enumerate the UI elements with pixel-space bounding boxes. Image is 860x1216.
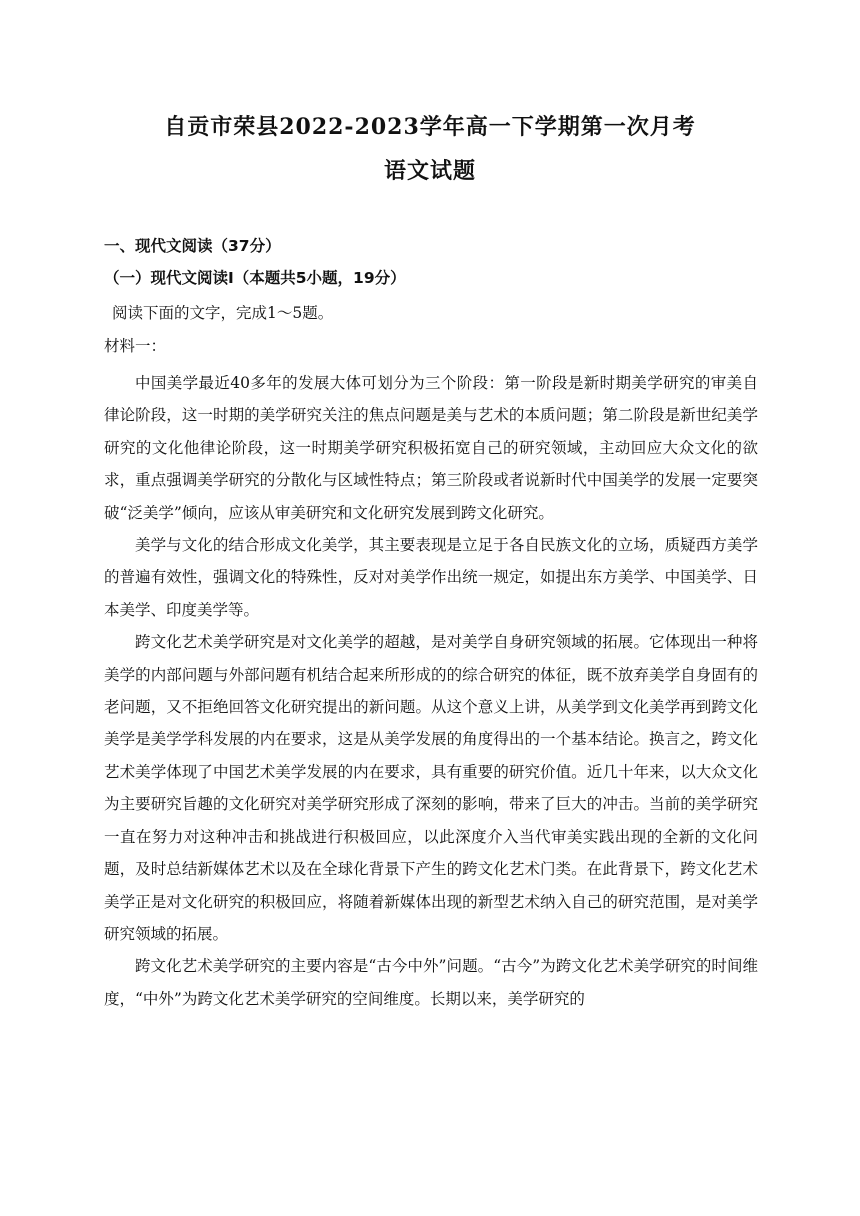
paragraph: 跨文化艺术美学研究是对文化美学的超越，是对美学自身研究领域的拓展。它体现出一种将美学的内部问题与外部问题有机结合起来所形成的的综合研究的体征，既不放弃美学自身固有的老问题，又不拒绝回答文化研究提出的新问题。从这个意义上讲，从美学到文化美学再到跨文化美学是美学学科发展的内在要求，这是从美学发展的角度得出的一个基本结论。换言之，跨文化艺术美学体现了中国艺术美学发展的内在要求，具有重要的研究价值。近几十年来，以大众文化为主要研究旨趣的文化研究对美学研究形成了深刻的影响，带来了巨大的冲击。当前的美学研究一直在努力对这种冲击和挑战进行积极回应，以此深度介入当代审美实践出现的全新的文化问题，及时总结新媒体艺术以及在全球化背景下产生的跨文化艺术门类。在此背景下，跨文化艺术美学正是对文化研究的积极回应，将随着新媒体出现的新型艺术纳入自己的研究范围，是对美学研究领域的拓展。 [104, 633, 758, 943]
reading-instruction: 阅读下面的文字，完成1～5题。 [112, 304, 334, 322]
material-label: 材料一： [104, 337, 167, 355]
paragraph: 美学与文化的结合形成文化美学，其主要表现是立足于各自民族文化的立场，质疑西方美学的普遍有效性，强调文化的特殊性，反对对美学作出统一规定，如提出东方美学、中国美学、日本美学、印度美学等。 [104, 536, 758, 619]
passage-body [104, 367, 758, 1015]
subsection-heading: （一）现代文阅读Ⅰ（本题共5小题，19分） [104, 269, 406, 287]
paragraph: 中国美学最近40多年的发展大体可划分为三个阶段：第一阶段是新时期美学研究的审美自律论阶段，这一时期的美学研究关注的焦点问题是美与艺术的本质问题；第二阶段是新世纪美学研究的文化他律论阶段，这一时期美学研究积极拓宽自己的研究领域，主动回应大众文化的欲求，重点强调美学研究的分散化与区域性特点；第三阶段或者说新时代中国美学的发展一定要突破“泛美学”倾向，应该从审美研究和文化研究发展到跨文化研究。 [104, 374, 758, 522]
section-heading: 一、现代文阅读（37分） [104, 237, 281, 255]
exam-title: 自贡市荣县2022-2023学年高一下学期第一次月考 [164, 114, 696, 140]
paragraph: 跨文化艺术美学研究的主要内容是“古今中外”问题。“古今”为跨文化艺术美学研究的时间维度，“中外”为跨文化艺术美学研究的空间维度。长期以来，美学研究的 [104, 957, 758, 1008]
exam-subtitle: 语文试题 [383, 158, 476, 184]
